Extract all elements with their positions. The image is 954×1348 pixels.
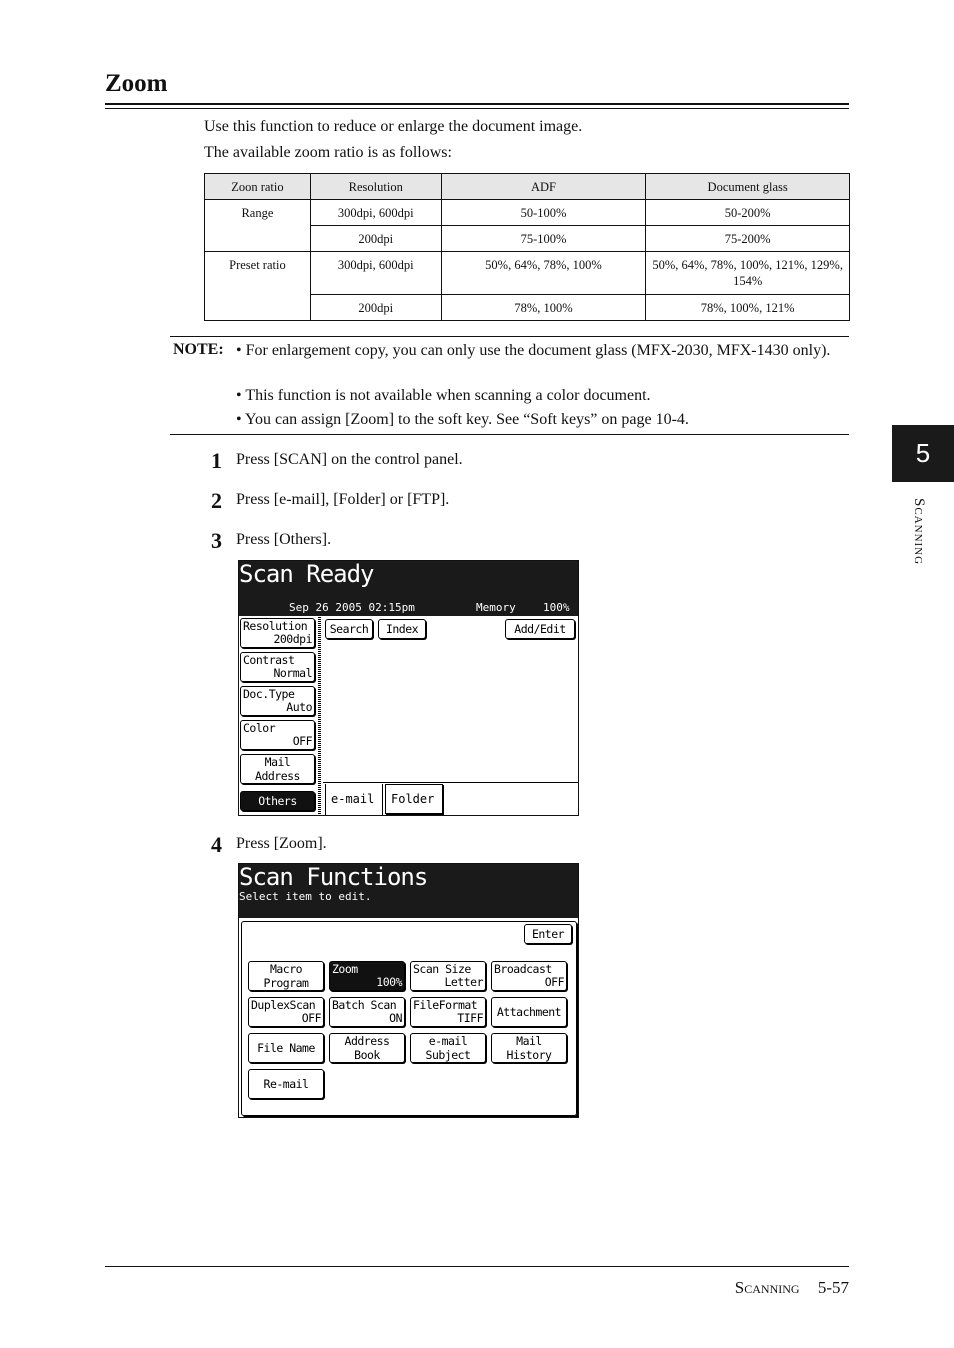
step-number: 4	[211, 832, 222, 857]
table-cell: 50%, 64%, 78%, 100%, 121%, 129%, 154%	[646, 252, 850, 295]
page-title: Zoom	[105, 70, 168, 97]
screen-title: Scan Ready	[239, 560, 374, 588]
note-bottom-rule	[170, 434, 849, 435]
screen-header	[239, 561, 578, 616]
table-cell: 78%, 100%, 121%	[646, 295, 850, 321]
add-edit-button[interactable]	[505, 619, 575, 639]
button-label: Macro	[269, 962, 303, 976]
resolution-button[interactable]	[240, 618, 315, 648]
intro-line-2: The available zoom ratio is as follows:	[204, 144, 452, 161]
button-label: Search	[329, 622, 369, 636]
table-cell: 50%, 64%, 78%, 100%	[441, 252, 646, 295]
mail-history-button[interactable]	[491, 1033, 567, 1063]
step-number: 2	[211, 488, 222, 513]
note-item: • This function is not available when scanning a color document.	[236, 387, 651, 404]
table-cell: 50-200%	[646, 200, 850, 226]
row-group-label: Preset ratio	[205, 252, 311, 321]
button-value: OFF	[292, 734, 312, 748]
button-value: ON	[389, 1011, 402, 1025]
step-text: Press [Zoom].	[236, 835, 327, 852]
table-cell: 300dpi, 600dpi	[310, 252, 441, 295]
table-row	[205, 200, 850, 226]
chapter-tab: 5	[892, 425, 954, 482]
button-label: Others	[258, 794, 297, 808]
tab-label: Folder	[391, 792, 435, 806]
screen-subtitle: Select item to edit.	[239, 890, 372, 903]
memory-value: 100%	[543, 601, 570, 614]
button-value: Letter	[444, 975, 483, 989]
color-button[interactable]	[240, 720, 315, 750]
search-button[interactable]	[325, 619, 373, 639]
screen-header	[239, 864, 578, 918]
button-label: Subject	[425, 1048, 471, 1062]
button-label: Color	[243, 721, 276, 735]
button-value: 200dpi	[273, 632, 312, 646]
file-format-button[interactable]	[410, 997, 486, 1027]
batch-scan-button[interactable]	[329, 997, 405, 1027]
table-row	[205, 252, 850, 295]
button-label: Zoom	[332, 962, 358, 976]
title-rule	[105, 103, 849, 105]
table-cell: 78%, 100%	[441, 295, 646, 321]
table-cell: 50-100%	[441, 200, 646, 226]
re-mail-button[interactable]	[248, 1069, 324, 1099]
duplex-scan-button[interactable]	[248, 997, 324, 1027]
button-label: Resolution	[243, 619, 308, 633]
enter-button[interactable]	[524, 924, 572, 944]
address-list-pane[interactable]	[323, 643, 578, 783]
others-button[interactable]	[240, 791, 315, 811]
button-label: Doc.Type	[243, 687, 295, 701]
table-header-row	[205, 174, 850, 200]
table-header: ADF	[441, 174, 646, 200]
button-label: File Name	[257, 1041, 315, 1055]
tab-label: e-mail	[331, 792, 375, 806]
note-item: • You can assign [Zoom] to the soft key. See “Soft keys” on page 10-4.	[236, 411, 689, 428]
table-cell: 75-100%	[441, 226, 646, 252]
address-book-button[interactable]	[329, 1033, 405, 1063]
button-label: Broadcast	[494, 962, 552, 976]
button-label: DuplexScan	[251, 998, 316, 1012]
footer-rule	[105, 1266, 849, 1267]
step-number: 3	[211, 528, 222, 553]
button-value: OFF	[544, 975, 564, 989]
intro-line-1: Use this function to reduce or enlarge the document image.	[204, 118, 583, 135]
button-value: Normal	[273, 666, 312, 680]
step-text: Press [e-mail], [Folder] or [FTP].	[236, 491, 450, 508]
tab-email[interactable]	[325, 784, 383, 816]
button-label: Attachment	[496, 1005, 562, 1019]
memory-label: Memory	[476, 601, 516, 614]
button-label: History	[506, 1048, 552, 1062]
scan-functions-screen	[238, 863, 579, 1118]
button-label: Program	[263, 976, 309, 990]
chapter-label-text: Scanning	[911, 498, 927, 566]
scan-size-button[interactable]	[410, 961, 486, 991]
file-name-button[interactable]	[248, 1033, 324, 1063]
table-header: Resolution	[310, 174, 441, 200]
zoom-button[interactable]	[329, 961, 405, 991]
note-item: • For enlargement copy, you can only use the document glass (MFX-2030, MFX-1430 only).	[236, 342, 831, 359]
note-label: NOTE:	[173, 341, 224, 358]
button-label: Address	[344, 1034, 390, 1048]
button-label: e-mail	[428, 1034, 468, 1048]
step-number: 1	[211, 448, 222, 473]
doc-type-button[interactable]	[240, 686, 315, 716]
button-label: Scan Size	[413, 962, 471, 976]
button-label: Mail	[516, 1034, 542, 1048]
tab-folder[interactable]	[385, 784, 443, 814]
button-value: Auto	[286, 700, 312, 714]
broadcast-button[interactable]	[491, 961, 567, 991]
button-label: Contrast	[243, 653, 295, 667]
button-label: Address	[255, 769, 300, 783]
button-label: FileFormat	[413, 998, 478, 1012]
datetime: Sep 26 2005 02:15pm	[289, 601, 415, 614]
zoom-ratio-table	[204, 173, 850, 321]
step-text: Press [Others].	[236, 531, 332, 548]
page-number: 5-57	[817, 1278, 849, 1297]
pane-edge	[578, 617, 579, 783]
index-button[interactable]	[378, 619, 426, 639]
title-rule-thin	[105, 108, 849, 109]
mail-address-button[interactable]	[240, 754, 315, 784]
chapter-label	[905, 498, 935, 593]
step-text: Press [SCAN] on the control panel.	[236, 451, 463, 468]
button-value: 100%	[376, 975, 402, 989]
attachment-button[interactable]	[491, 997, 567, 1027]
table-cell: 75-200%	[646, 226, 850, 252]
scan-ready-screen	[238, 560, 579, 816]
button-value: OFF	[301, 1011, 321, 1025]
table-header: Zoon ratio	[205, 174, 311, 200]
screen-title: Scan Functions	[239, 863, 428, 891]
button-label: Re-mail	[263, 1077, 309, 1091]
screen-divider	[318, 617, 321, 815]
table-cell: 200dpi	[310, 295, 441, 321]
note-top-rule	[170, 336, 849, 337]
email-subject-button[interactable]	[410, 1033, 486, 1063]
button-label: Add/Edit	[514, 622, 566, 636]
contrast-button[interactable]	[240, 652, 315, 682]
button-label: Book	[354, 1048, 380, 1062]
macro-program-button[interactable]	[248, 961, 324, 991]
button-label: Index	[385, 622, 419, 636]
footer	[735, 1278, 849, 1298]
button-label: Batch Scan	[332, 998, 397, 1012]
button-label: Enter	[531, 927, 565, 941]
button-label: Mail	[264, 755, 291, 769]
table-cell: 200dpi	[310, 226, 441, 252]
table-header: Document glass	[646, 174, 850, 200]
table-cell: 300dpi, 600dpi	[310, 200, 441, 226]
button-value: TIFF	[457, 1011, 483, 1025]
row-group-label: Range	[205, 200, 311, 252]
footer-section: Scanning	[734, 1278, 800, 1297]
